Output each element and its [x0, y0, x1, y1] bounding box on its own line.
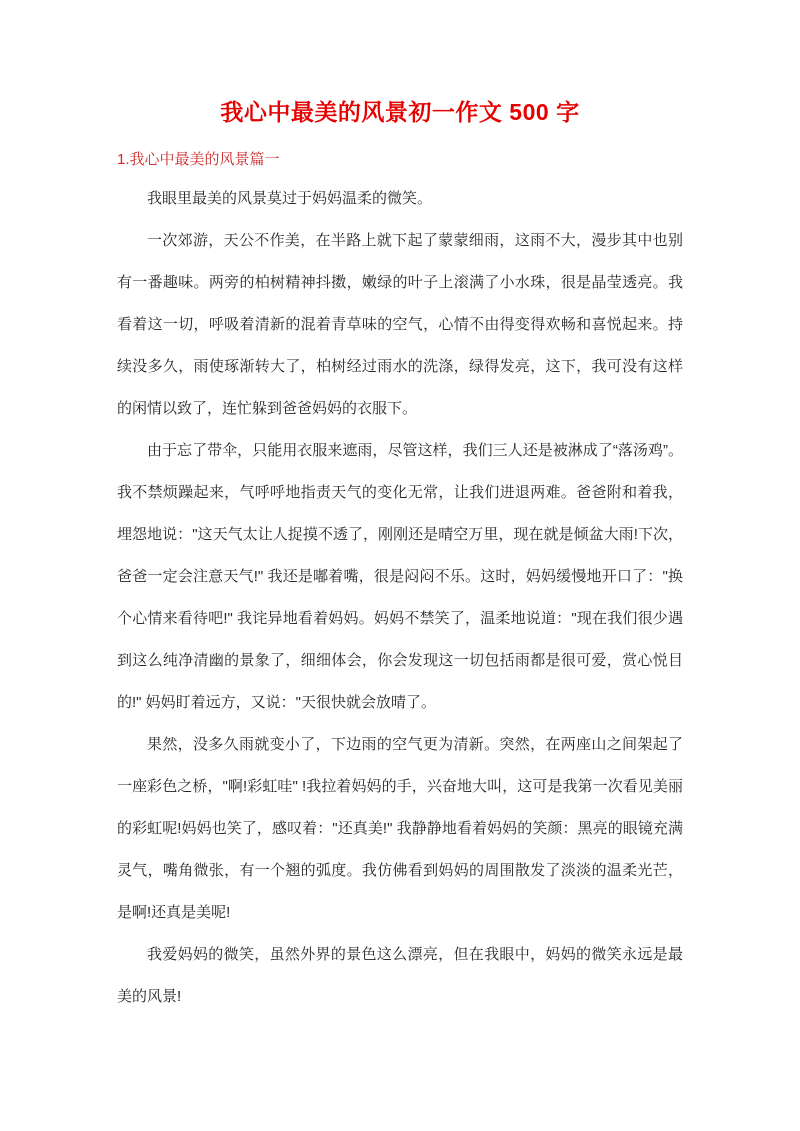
section-heading: 1.我心中最美的风景篇一: [117, 151, 280, 168]
essay-paragraph: 由于忘了带伞，只能用衣服来遮雨，尽管这样，我们三人还是被淋成了“落汤鸡”。我不禁烦躁起来，气呼呼地指责天气的变化无常，让我们进退两难。爸爸附和着我，埋怨地说："这天气太让人捉摸不透了，刚刚还是晴空万里，现在就是倾盆大雨!下次，爸爸一定会注意天气!" 我还是嘟着嘴，很是闷闷不乐。这时，妈妈缓慢地开口了："换个心情来看待吧!" 我诧异地看着妈妈。妈妈不禁笑了，温柔地说道："现在我们很少遇到这么纯净清幽的景象了，细细体会，你会发现这一切包括雨都是很可爱，赏心悦目的!" 妈妈盯着远方，又说："天很快就会放晴了。: [117, 442, 683, 711]
essay-paragraph: 果然，没多久雨就变小了，下边雨的空气更为清新。突然，在两座山之间架起了一座彩色之桥，"啊!彩虹哇" !我拉着妈妈的手，兴奋地大叫，这可是我第一次看见美丽的彩虹呢!妈妈也笑了，感叹着："还真美!" 我静静地看着妈妈的笑颜：黑亮的眼镜充满灵气，嘴角微张，有一个翘的弧度。我仿佛看到妈妈的周围散发了淡淡的温柔光芒，是啊!还真是美呢!: [117, 736, 683, 921]
essay-body: [117, 178, 683, 1018]
essay-title: 我心中最美的风景初一作文 500 字: [220, 99, 580, 125]
essay-paragraph: 我眼里最美的风景莫过于妈妈温柔的微笑。: [147, 190, 433, 207]
essay-paragraph: 我爱妈妈的微笑，虽然外界的景色这么漂亮，但在我眼中，妈妈的微笑永远是最美的风景!: [117, 946, 683, 1005]
essay-paragraph: 一次郊游，天公不作美，在半路上就下起了蒙蒙细雨，这雨不大，漫步其中也别有一番趣味。两旁的柏树精神抖擞，嫩绿的叶子上滚满了小水珠，很是晶莹透亮。我看着这一切，呼吸着清新的混着青草味的空气，心情不由得变得欢畅和喜悦起来。持续没多久，雨使琢渐转大了，柏树经过雨水的洗涤，绿得发亮，这下，我可没有这样的闲情以致了，连忙躲到爸爸妈妈的衣服下。: [117, 232, 683, 417]
